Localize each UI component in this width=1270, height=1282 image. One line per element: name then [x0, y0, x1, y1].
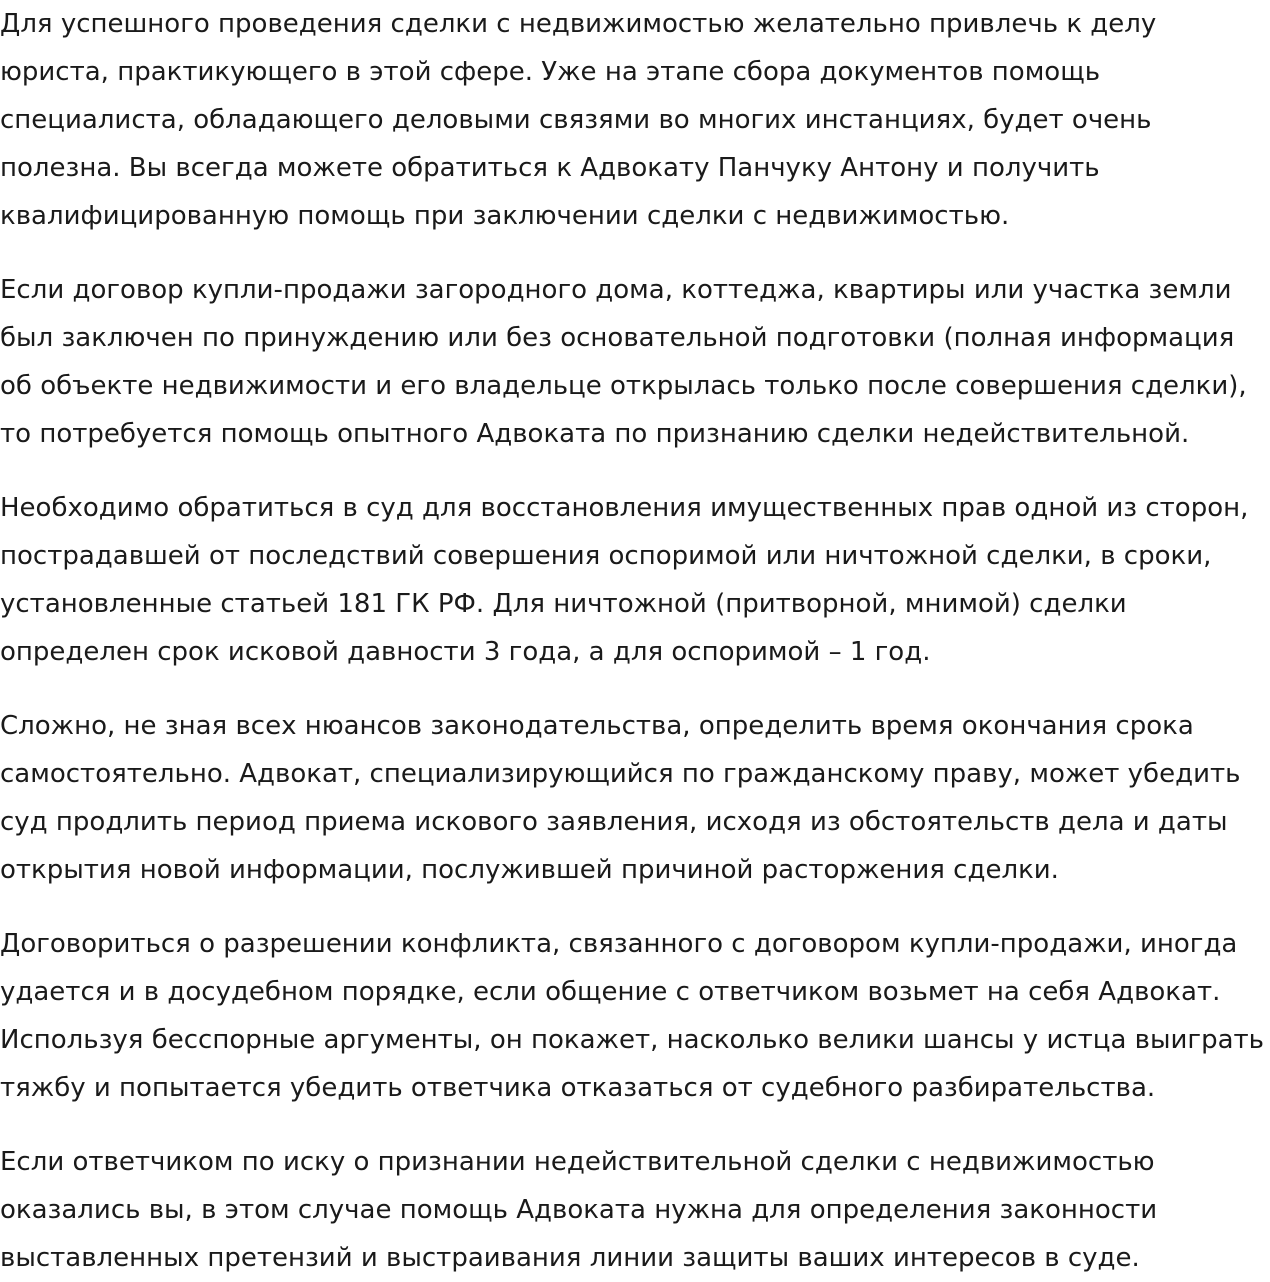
text-line: Используя бесспорные аргументы, он покажет, насколько велики шансы у истца выиграть — [0, 1025, 1264, 1055]
text-line: об объекте недвижимости и его владельце открылась только после совершения сделки), — [0, 371, 1247, 401]
text-line: установленные статьей 181 ГК РФ. Для ничтожной (притворной, мнимой) сделки — [0, 589, 1127, 619]
text-line: юриста, практикующего в этой сфере. Уже на этапе сбора документов помощь — [0, 57, 1101, 87]
text-line: то потребуется помощь опытного Адвоката по признанию сделки недействительной. — [0, 419, 1190, 449]
text-line: Необходимо обратиться в суд для восстановления имущественных прав одной из сторон, — [0, 493, 1249, 523]
text-line: был заключен по принуждению или без основательной подготовки (полная информация — [0, 323, 1235, 353]
text-line: самостоятельно. Адвокат, специализирующийся по гражданскому праву, может убедить — [0, 759, 1241, 789]
text-line: пострадавшей от последствий совершения оспоримой или ничтожной сделки, в сроки, — [0, 541, 1212, 571]
text-line: Если ответчиком по иску о признании недействительной сделки с недвижимостью — [0, 1147, 1155, 1177]
text-line: Если договор купли-продажи загородного дома, коттеджа, квартиры или участка земли — [0, 275, 1232, 305]
text-line: Сложно, не зная всех нюансов законодательства, определить время окончания срока — [0, 711, 1194, 741]
text-line: выставленных претензий и выстраивания линии защиты ваших интересов в суде. — [0, 1243, 1140, 1273]
text-line: открытия новой информации, послужившей причиной расторжения сделки. — [0, 855, 1059, 885]
paragraph-3 — [0, 484, 1270, 676]
text-line: квалифицированную помощь при заключении сделки с недвижимостью. — [0, 201, 1010, 231]
text-line: тяжбу и попытается убедить ответчика отказаться от судебного разбирательства. — [0, 1073, 1156, 1103]
paragraph-2 — [0, 266, 1270, 458]
text-line: определен срок исковой давности 3 года, а для оспоримой – 1 год. — [0, 637, 931, 667]
paragraph-5 — [0, 920, 1270, 1112]
text-line: специалиста, обладающего деловыми связями во многих инстанциях, будет очень — [0, 105, 1152, 135]
text-line: суд продлить период приема искового заявления, исходя из обстоятельств дела и даты — [0, 807, 1228, 837]
text-line: Договориться о разрешении конфликта, связанного с договором купли-продажи, иногда — [0, 929, 1238, 959]
paragraph-1 — [0, 0, 1270, 240]
text-line: удается и в досудебном порядке, если общение с ответчиком возьмет на себя Адвокат. — [0, 977, 1221, 1007]
paragraph-6 — [0, 1138, 1270, 1282]
paragraph-4 — [0, 702, 1270, 894]
text-line: Для успешного проведения сделки с недвижимостью желательно привлечь к делу — [0, 9, 1157, 39]
text-line: оказались вы, в этом случае помощь Адвоката нужна для определения законности — [0, 1195, 1158, 1225]
text-line: полезна. Вы всегда можете обратиться к Адвокату Панчуку Антону и получить — [0, 153, 1100, 183]
